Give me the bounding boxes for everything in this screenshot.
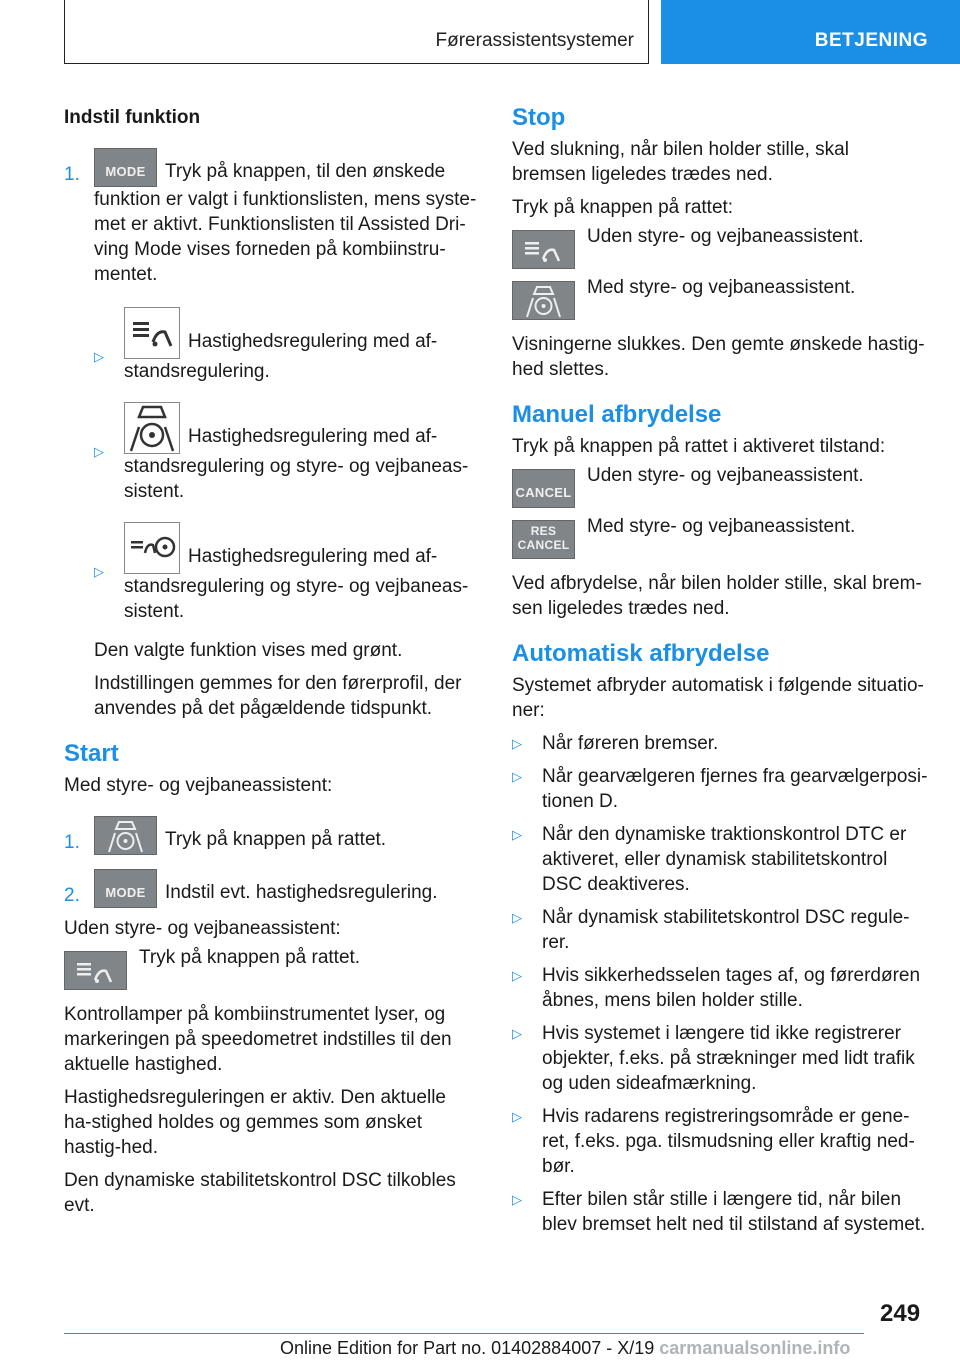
manual-option-1 [512, 465, 928, 508]
row-text: Tryk på knappen på rattet. [139, 947, 361, 968]
step-number: 2. [64, 885, 80, 906]
list-item-text: Hastighedsregulering med af‐standsregulering og styre- og vejbaneas‐sistent. [124, 546, 469, 622]
paragraph: Systemet afbryder automatisk i følgende situatio‐ner: [512, 675, 924, 721]
acc-button-icon [64, 951, 127, 990]
heading-auto-cancel: Automatisk afbrydelse [512, 640, 770, 667]
list-item: ▷ Hvis systemet i længere tid ikke registrerer objekter, f.eks. på strækninger med lidt trafik og uden sideafmærkning. [512, 1023, 915, 1094]
acc-steering-icon [124, 522, 180, 574]
paragraph: Kontrollamper på kombiinstrumentet lyser, og markeringen på speedometret indstilles til den aktuelle hastighed. [64, 1004, 452, 1075]
triangle-bullet-icon: ▷ [512, 910, 522, 925]
triangle-bullet-icon: ▷ [512, 1109, 522, 1124]
step-text: Tryk på knappen på rattet. [165, 829, 387, 850]
watermark: carmanualsonline.info [659, 1338, 851, 1358]
list-item: ▷ Når den dynamiske traktionskontrol DTC er aktiveret, eller dynamisk stabilitetskontrol DSC deaktiveres. [512, 824, 907, 895]
paragraph: Visningerne slukkes. Den gemte ønskede hastig‐hed slettes. [512, 334, 925, 380]
header-section-box [661, 0, 960, 64]
footer-divider [64, 1333, 864, 1334]
list-item-text: Hastighedsregulering med af‐standsregulering. [124, 331, 438, 382]
list-item: ▷ Efter bilen står stille i længere tid, når bilen blev bremset helt ned til stilstand af systemet. [512, 1189, 926, 1235]
acc-distance-icon [124, 307, 180, 359]
list-item: ▷ Når dynamisk stabilitetskontrol DSC regule‐rer. [512, 907, 910, 953]
heading-manual-cancel: Manuel afbrydelse [512, 401, 722, 428]
row-text: Med styre- og vejbaneassistent. [587, 516, 856, 537]
triangle-bullet-icon: ▷ [94, 444, 104, 459]
step-text: Tryk på knappen, til den ønskede funktion er valgt i funktionslisten, mens syste‐met er aktivt. Funktionslisten til Assisted Dri‐ving Mode vises forneden på kombiinstru‐mentet. [94, 161, 477, 285]
step-text: Indstil evt. hastighedsregulering. [165, 882, 438, 903]
list-item-text: Hastighedsregulering med af‐standsregulering og styre- og vejbaneas‐sistent. [124, 426, 469, 502]
left-column [64, 100, 478, 1226]
list-item [94, 522, 478, 624]
footer-edition: Online Edition for Part no. 01402884007 - X/19 carmanualsonline.info [280, 1338, 851, 1358]
paragraph: Ved afbrydelse, når bilen holder stille, skal brem‐sen ligeledes trædes ned. [512, 573, 922, 619]
stop-option-2 [512, 277, 928, 320]
triangle-bullet-icon: ▷ [512, 827, 522, 842]
triangle-bullet-icon: ▷ [94, 564, 104, 579]
paragraph: Den valgte funktion vises med grønt. [94, 640, 403, 661]
page-number: 249 [880, 1300, 921, 1327]
heading-start: Start [64, 740, 119, 767]
acc-lane-assist-icon [124, 402, 180, 454]
chapter-title: Førerassistentsystemer [435, 30, 634, 51]
list-item: ▷ Hvis radarens registreringsområde er gene‐ret, f.eks. pga. tilsmudsning eller kraftig ned‐bør. [512, 1106, 915, 1177]
triangle-bullet-icon: ▷ [512, 736, 522, 751]
triangle-bullet-icon: ▷ [512, 769, 522, 784]
paragraph: Tryk på knappen på rattet i aktiveret tilstand: [512, 436, 886, 457]
triangle-bullet-icon: ▷ [94, 349, 104, 364]
section-title: BETJENING [814, 30, 928, 51]
start-step-1 [64, 816, 478, 855]
mode-button-icon: MODE [94, 148, 157, 187]
paragraph: Indstillingen gemmes for den førerprofil, der anvendes på det pågældende tidspunkt. [94, 673, 462, 719]
triangle-bullet-icon: ▷ [512, 1192, 522, 1207]
lane-assist-button-icon [94, 816, 157, 855]
list-item [94, 402, 478, 504]
row-text: Med styre- og vejbaneassistent. [587, 277, 856, 298]
paragraph: Uden styre- og vejbaneassistent: [64, 918, 341, 939]
heading-stop: Stop [512, 104, 566, 131]
acc-button-icon [512, 230, 575, 269]
paragraph: Ved slukning, når bilen holder stille, skal bremsen ligeledes trædes ned. [512, 139, 849, 185]
list-item: ▷ Hvis sikkerhedsselen tages af, og førerdøren åbnes, mens bilen holder stille. [512, 965, 921, 1011]
triangle-bullet-icon: ▷ [512, 1026, 522, 1041]
paragraph: Hastighedsreguleringen er aktiv. Den aktuelle ha‐stighed holdes og gemmes som ønsket hastig‐hed. [64, 1087, 446, 1158]
stop-option-1 [512, 226, 928, 269]
mode-button-icon: MODE [94, 869, 157, 908]
header-title-box [64, 0, 649, 64]
step-1 [64, 148, 478, 287]
res-cancel-button-icon: RES CANCEL [512, 520, 575, 559]
right-column [512, 100, 928, 1245]
subhead-set-function: Indstil funktion [64, 107, 201, 128]
start-step-2 [64, 869, 478, 908]
row-text: Uden styre- og vejbaneassistent. [587, 226, 864, 247]
manual-option-2 [512, 516, 928, 559]
cancel-button-icon: CANCEL [512, 469, 575, 508]
list-item: ▷ Når føreren bremser. [512, 733, 719, 754]
paragraph: Med styre- og vejbaneassistent: [64, 775, 333, 796]
paragraph: Den dynamiske stabilitetskontrol DSC tilkobles evt. [64, 1170, 456, 1216]
list-item [94, 307, 478, 384]
row-text: Uden styre- og vejbaneassistent. [587, 465, 864, 486]
step-number: 1. [64, 832, 80, 853]
without-assist-row [64, 947, 478, 990]
list-item: ▷ Når gearvælgeren fjernes fra gearvælgerposi‐tionen D. [512, 766, 928, 812]
triangle-bullet-icon: ▷ [512, 968, 522, 983]
paragraph: Tryk på knappen på rattet: [512, 197, 734, 218]
lane-assist-button-icon [512, 281, 575, 320]
step-number: 1. [64, 164, 80, 185]
